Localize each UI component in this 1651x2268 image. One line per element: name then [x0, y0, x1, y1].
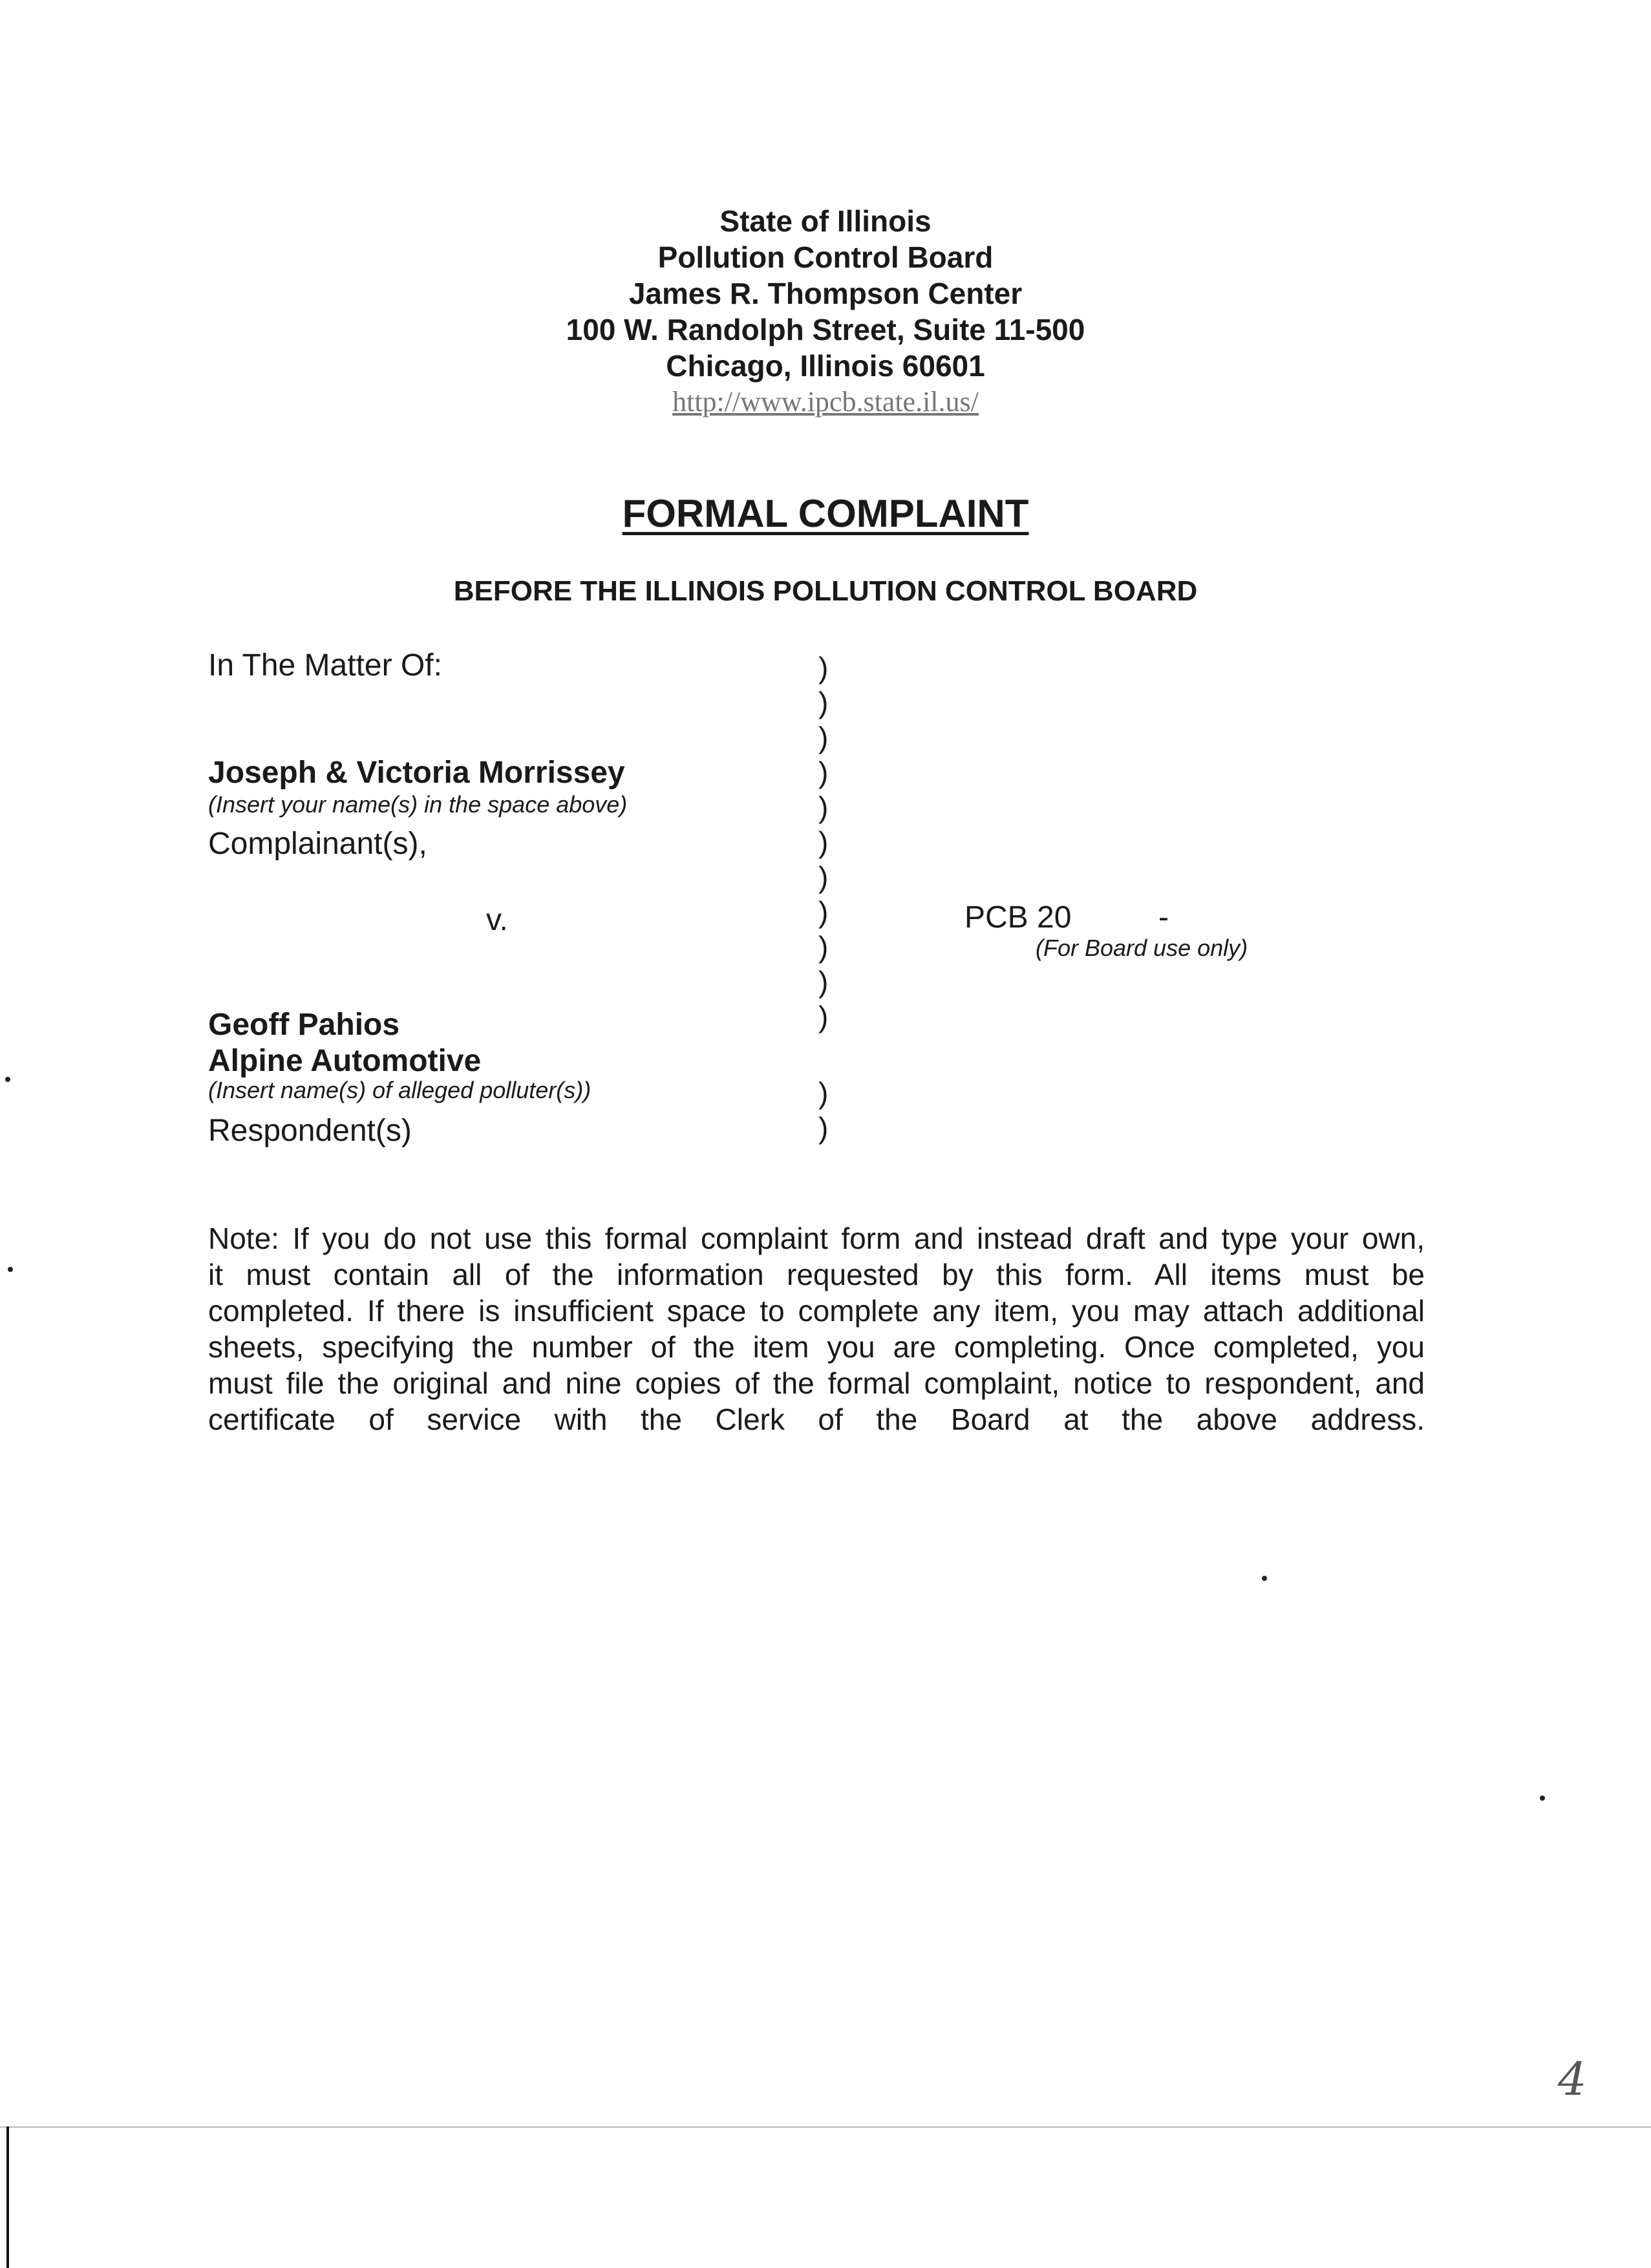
agency-board: Pollution Control Board — [657, 240, 994, 274]
agency-street: 100 W. Randolph Street, Suite 11-500 — [566, 313, 1085, 346]
scan-speck — [1540, 1796, 1545, 1801]
note-line: sheets, specifying the number of the item you are completing. Once completed, you — [208, 1330, 1425, 1364]
scan-speck — [8, 1267, 13, 1272]
caption-paren: ) — [818, 651, 829, 684]
caption-paren: ) — [818, 1076, 829, 1110]
respondent-hint: (Insert name(s) of alleged polluter(s)) — [208, 1077, 591, 1103]
note-line: it must contain all of the information requested by this form. All items must be — [208, 1258, 1425, 1291]
caption-paren: ) — [818, 860, 829, 894]
scan-edge-line — [0, 2126, 1651, 2128]
scan-edge-bar — [6, 2126, 9, 2268]
complainant-label: Complainant(s), — [208, 827, 427, 861]
caption-paren: ) — [818, 1000, 829, 1033]
board-use-hint: (For Board use only) — [1036, 935, 1248, 961]
complainant-hint: (Insert your name(s) in the space above) — [208, 791, 628, 818]
agency-city: Chicago, Illinois 60601 — [666, 349, 985, 383]
scan-speck — [5, 1077, 10, 1082]
complainant-name-field[interactable]: Joseph & Victoria Morrissey — [208, 756, 625, 790]
handwritten-page-number: 4 — [1558, 2053, 1587, 2106]
caption-paren: ) — [818, 686, 829, 719]
agency-state: State of Illinois — [719, 204, 932, 238]
agency-building: James R. Thompson Center — [628, 277, 1023, 310]
versus-label: v. — [486, 903, 508, 937]
case-number-label: PCB 20 — [964, 900, 1072, 935]
note-line: certificate of service with the Clerk of the Board at the above address. — [208, 1403, 1425, 1436]
note-line: must file the original and nine copies of the formal complaint, notice to respondent, and — [208, 1366, 1425, 1400]
case-number-field[interactable]: - — [1158, 900, 1169, 935]
caption-paren: ) — [818, 1111, 829, 1145]
caption-paren: ) — [818, 825, 829, 859]
caption-paren: ) — [818, 930, 829, 964]
caption-paren: ) — [818, 965, 829, 999]
agency-website-link[interactable]: http://www.ipcb.state.il.us/ — [672, 386, 979, 418]
caption-paren: ) — [818, 721, 829, 754]
note-line: Note: If you do not use this formal complaint form and instead draft and type your own, — [208, 1222, 1425, 1255]
caption-paren: ) — [818, 790, 829, 824]
in-the-matter-of-label: In The Matter Of: — [208, 648, 442, 683]
respondent-name-field-1[interactable]: Geoff Pahios — [208, 1008, 400, 1042]
caption-paren: ) — [818, 895, 829, 929]
form-subtitle: BEFORE THE ILLINOIS POLLUTION CONTROL BOARD — [453, 575, 1198, 607]
caption-paren: ) — [818, 756, 829, 789]
note-line: completed. If there is insufficient space to complete any item, you may attach additional — [208, 1294, 1425, 1328]
scan-speck — [1262, 1576, 1267, 1581]
respondent-label: Respondent(s) — [208, 1114, 412, 1148]
form-title: FORMAL COMPLAINT — [622, 492, 1029, 535]
respondent-name-field-2[interactable]: Alpine Automotive — [208, 1044, 482, 1078]
